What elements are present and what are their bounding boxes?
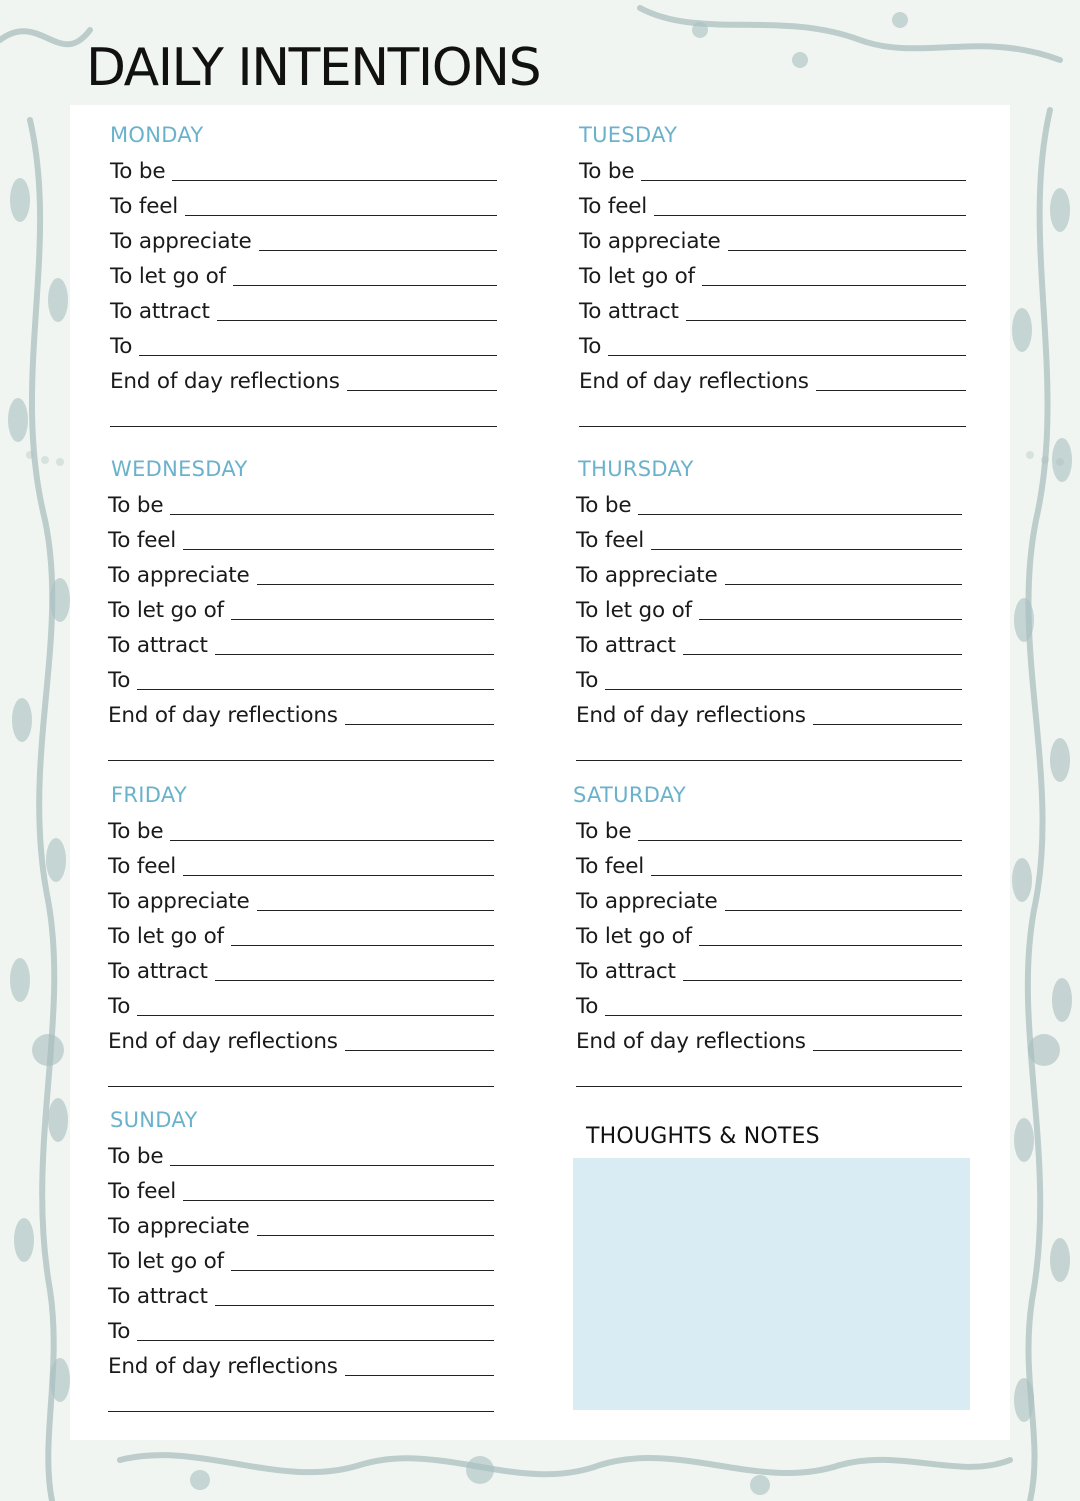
prompt-label: To feel — [108, 854, 177, 879]
prompt-label: To — [108, 1319, 131, 1344]
prompt-row-to-appreciate — [108, 880, 494, 915]
prompt-label: To — [576, 994, 599, 1019]
write-line[interactable] — [257, 910, 494, 911]
reflection-extra-row — [108, 1380, 494, 1415]
write-line[interactable] — [170, 514, 494, 515]
write-line[interactable] — [579, 426, 966, 427]
prompt-label: End of day reflections — [108, 703, 338, 728]
prompt-row-to-appreciate — [108, 554, 494, 589]
write-line[interactable] — [651, 549, 962, 550]
write-line[interactable] — [108, 1086, 494, 1087]
prompt-row-to-be — [579, 150, 966, 185]
reflection-extra-row — [108, 1055, 494, 1090]
prompt-row-to-attract — [108, 1275, 494, 1310]
prompt-row-to-attract — [108, 950, 494, 985]
prompt-row-to-feel — [573, 845, 962, 880]
prompt-row-to-let-go — [108, 1240, 494, 1275]
prompt-label: To attract — [576, 633, 676, 658]
write-line[interactable] — [231, 945, 494, 946]
prompt-row-reflections — [579, 360, 966, 395]
write-line[interactable] — [183, 1200, 494, 1201]
reflection-extra-row — [579, 395, 966, 430]
prompt-row-to-attract — [108, 624, 494, 659]
prompt-label: To — [579, 334, 602, 359]
prompt-row-to-feel — [108, 519, 494, 554]
prompt-label: To feel — [576, 528, 645, 553]
prompt-label: To attract — [108, 1284, 208, 1309]
prompt-label: To let go of — [576, 598, 692, 623]
write-line[interactable] — [170, 840, 494, 841]
write-line[interactable] — [108, 760, 494, 761]
prompt-row-to-attract — [579, 290, 966, 325]
prompt-row-to-appreciate — [579, 220, 966, 255]
prompt-row-to — [108, 659, 494, 694]
write-line[interactable] — [608, 355, 966, 356]
write-line[interactable] — [576, 1086, 962, 1087]
prompt-row-to-feel — [110, 185, 497, 220]
prompt-row-to-feel — [579, 185, 966, 220]
prompt-row-to — [579, 325, 966, 360]
prompt-row-to-let-go — [108, 589, 494, 624]
write-line[interactable] — [259, 250, 497, 251]
prompt-label: To appreciate — [108, 1214, 250, 1239]
write-line[interactable] — [170, 1165, 494, 1166]
write-line[interactable] — [654, 215, 966, 216]
prompt-row-to-let-go — [110, 255, 497, 290]
prompt-label: To let go of — [576, 924, 692, 949]
write-line[interactable] — [683, 654, 962, 655]
prompt-row-reflections — [576, 694, 962, 729]
write-line[interactable] — [215, 980, 494, 981]
write-line[interactable] — [638, 514, 962, 515]
prompt-row-to-feel — [576, 519, 962, 554]
prompt-row-to-appreciate — [576, 554, 962, 589]
prompt-row-to — [573, 985, 962, 1020]
prompt-label: To — [110, 334, 133, 359]
prompt-label: To appreciate — [108, 889, 250, 914]
prompt-label: To let go of — [108, 1249, 224, 1274]
prompt-label: To appreciate — [576, 889, 718, 914]
prompt-row-to-be — [110, 150, 497, 185]
day-title: SUNDAY — [110, 1108, 198, 1132]
prompt-row-to-appreciate — [110, 220, 497, 255]
write-line[interactable] — [699, 945, 962, 946]
prompt-row-to-appreciate — [108, 1205, 494, 1240]
write-line[interactable] — [217, 320, 497, 321]
prompt-label: To feel — [576, 854, 645, 879]
prompt-label: To be — [576, 819, 632, 844]
write-line[interactable] — [576, 760, 962, 761]
write-line[interactable] — [728, 250, 966, 251]
write-line[interactable] — [725, 910, 962, 911]
prompt-row-to-feel — [108, 1170, 494, 1205]
write-line[interactable] — [137, 1015, 494, 1016]
prompt-row-to — [108, 1310, 494, 1345]
write-line[interactable] — [257, 584, 494, 585]
day-section-saturday — [573, 780, 962, 1090]
reflection-extra-row — [573, 1055, 962, 1090]
prompt-label: To feel — [108, 528, 177, 553]
day-title: SATURDAY — [573, 783, 687, 807]
prompt-label: To let go of — [110, 264, 226, 289]
day-title: FRIDAY — [111, 783, 188, 807]
prompt-label: To be — [108, 493, 164, 518]
write-line[interactable] — [257, 1235, 494, 1236]
write-line[interactable] — [605, 1015, 962, 1016]
write-line[interactable] — [233, 285, 497, 286]
prompt-row-to — [108, 985, 494, 1020]
prompt-label: To appreciate — [108, 563, 250, 588]
write-line[interactable] — [816, 390, 966, 391]
prompt-row-to-be — [108, 484, 494, 519]
prompt-label: To be — [108, 1144, 164, 1169]
prompt-row-to-be — [573, 810, 962, 845]
prompt-label: End of day reflections — [108, 1029, 338, 1054]
write-line[interactable] — [347, 390, 497, 391]
write-line[interactable] — [215, 654, 494, 655]
notes-area[interactable] — [573, 1158, 970, 1410]
write-line[interactable] — [345, 724, 494, 725]
prompt-label: End of day reflections — [579, 369, 809, 394]
prompt-label: To attract — [576, 959, 676, 984]
prompt-label: To be — [576, 493, 632, 518]
prompt-label: To attract — [108, 633, 208, 658]
prompt-label: To — [108, 994, 131, 1019]
day-section-tuesday — [579, 120, 966, 430]
write-line[interactable] — [813, 1050, 962, 1051]
prompt-row-to-attract — [110, 290, 497, 325]
prompt-row-to-be — [108, 1135, 494, 1170]
day-section-friday — [108, 780, 494, 1090]
prompt-label: End of day reflections — [110, 369, 340, 394]
write-line[interactable] — [108, 1411, 494, 1412]
write-line[interactable] — [345, 1050, 494, 1051]
write-line[interactable] — [110, 426, 497, 427]
prompt-label: End of day reflections — [576, 703, 806, 728]
prompt-row-to-appreciate — [573, 880, 962, 915]
prompt-label: To attract — [110, 299, 210, 324]
prompt-label: To feel — [108, 1179, 177, 1204]
day-section-thursday — [576, 454, 962, 764]
write-line[interactable] — [345, 1375, 494, 1376]
prompt-row-reflections — [108, 1345, 494, 1380]
prompt-row-reflections — [108, 1020, 494, 1055]
write-line[interactable] — [683, 980, 962, 981]
write-line[interactable] — [183, 549, 494, 550]
prompt-row-to — [576, 659, 962, 694]
write-line[interactable] — [231, 1270, 494, 1271]
reflection-extra-row — [110, 395, 497, 430]
write-line[interactable] — [638, 840, 962, 841]
write-line[interactable] — [231, 619, 494, 620]
write-line[interactable] — [725, 584, 962, 585]
write-line[interactable] — [139, 355, 497, 356]
day-section-wednesday — [108, 454, 494, 764]
reflection-extra-row — [108, 729, 494, 764]
prompt-label: To be — [579, 159, 635, 184]
prompt-row-reflections — [108, 694, 494, 729]
prompt-row-to-let-go — [579, 255, 966, 290]
prompt-label: To feel — [579, 194, 648, 219]
write-line[interactable] — [702, 285, 966, 286]
prompt-label: End of day reflections — [108, 1354, 338, 1379]
prompt-row-to-feel — [108, 845, 494, 880]
prompt-row-to-be — [108, 810, 494, 845]
write-line[interactable] — [172, 180, 497, 181]
prompt-label: To feel — [110, 194, 179, 219]
prompt-row-to-let-go — [108, 915, 494, 950]
prompt-row-reflections — [110, 360, 497, 395]
prompt-row-to-be — [576, 484, 962, 519]
prompt-label: To attract — [579, 299, 679, 324]
prompt-row-reflections — [573, 1020, 962, 1055]
prompt-label: To appreciate — [110, 229, 252, 254]
write-line[interactable] — [641, 180, 966, 181]
write-line[interactable] — [651, 875, 962, 876]
notes-title: THOUGHTS & NOTES — [586, 1124, 820, 1149]
prompt-label: To — [108, 668, 131, 693]
reflection-extra-row — [576, 729, 962, 764]
prompt-label: To be — [108, 819, 164, 844]
prompt-label: End of day reflections — [576, 1029, 806, 1054]
prompt-row-to-let-go — [576, 589, 962, 624]
day-title: MONDAY — [110, 123, 204, 147]
day-title: THURSDAY — [578, 457, 694, 481]
prompt-row-to — [110, 325, 497, 360]
prompt-label: To appreciate — [576, 563, 718, 588]
day-section-monday — [110, 120, 497, 430]
day-title: WEDNESDAY — [111, 457, 248, 481]
prompt-label: To — [576, 668, 599, 693]
page-title: DAILY INTENTIONS — [86, 38, 541, 98]
write-line[interactable] — [185, 215, 497, 216]
prompt-row-to-let-go — [573, 915, 962, 950]
prompt-label: To appreciate — [579, 229, 721, 254]
prompt-label: To let go of — [108, 924, 224, 949]
write-line[interactable] — [699, 619, 962, 620]
prompt-row-to-attract — [573, 950, 962, 985]
write-line[interactable] — [183, 875, 494, 876]
prompt-label: To let go of — [579, 264, 695, 289]
prompt-row-to-attract — [576, 624, 962, 659]
prompt-label: To be — [110, 159, 166, 184]
write-line[interactable] — [137, 689, 494, 690]
write-line[interactable] — [137, 1340, 494, 1341]
prompt-label: To let go of — [108, 598, 224, 623]
write-line[interactable] — [605, 689, 962, 690]
prompt-label: To attract — [108, 959, 208, 984]
day-section-sunday — [108, 1105, 494, 1415]
write-line[interactable] — [215, 1305, 494, 1306]
write-line[interactable] — [813, 724, 962, 725]
write-line[interactable] — [686, 320, 966, 321]
day-title: TUESDAY — [579, 123, 678, 147]
